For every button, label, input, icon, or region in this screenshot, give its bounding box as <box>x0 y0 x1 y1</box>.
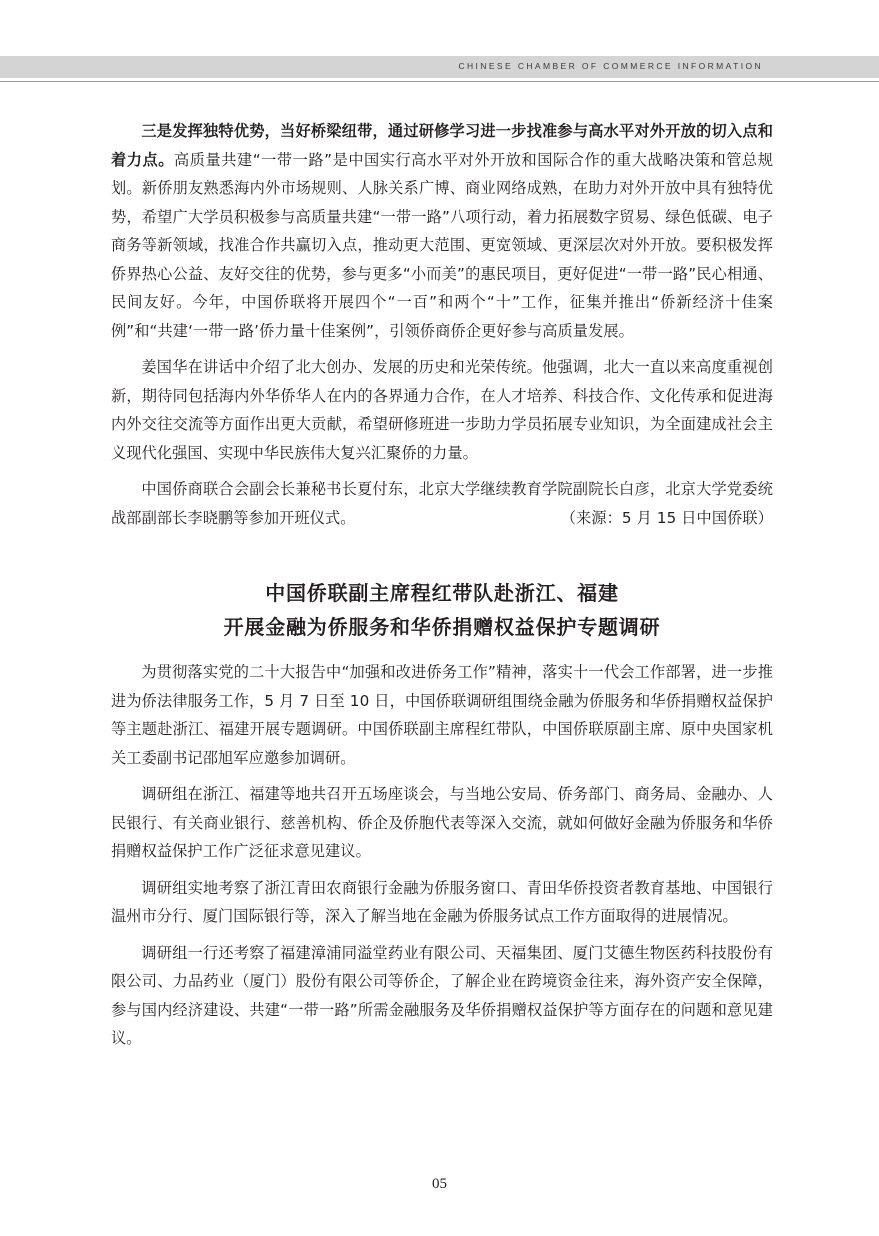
header-rule <box>0 81 879 82</box>
paragraph-text: 高质量共建“一带一路”是中国实行高水平对外开放和国际合作的重大战略决策和管总规划。新侨朋友熟悉海内外市场规则、人脉关系广博、商业网络成熟，在助力对外开放中具有独特优势，希望广大学员积极参与高质量共建“一带一路”八项行动，着力拓展数字贸易、绿色低碳、电子商务等新领域，找准合作共赢切入点，推动更大范围、更宽领域、更深层次对外开放。要积极发挥侨界热心公益、友好交往的优势，参与更多“小而美”的惠民项目，更好促进“一带一路”民心相通、民间友好。今年，中国侨联将开展四个“一百”和两个“十”工作，征集并推出“侨新经济十佳案例”和“共建‘一带一路’侨力量十佳案例”，引领侨商侨企更好参与高质量发展。 <box>111 150 774 340</box>
source-note: （来源：5 月 15 日中国侨联） <box>560 508 773 527</box>
running-title: CHINESE CHAMBER OF COMMERCE INFORMATION <box>458 61 763 71</box>
paragraph-attendees <box>111 475 773 532</box>
article-paragraph: 调研组实地考察了浙江青田农商银行金融为侨服务窗口、青田华侨投资者教育基地、中国银行温州市分行、厦门国际银行等，深入了解当地在金融为侨服务试点工作方面取得的进展情况。 <box>111 878 773 925</box>
article-title-line-1: 中国侨联副主席程红带队赴浙江、福建 <box>265 581 619 605</box>
paragraph-text: 中国侨商联合会副会长兼秘书长夏付东，北京大学继续教育学院副院长白彦，北京大学党委统战部副部长李晓鹏等参加开班仪式。 <box>111 480 773 527</box>
article-paragraph: 调研组一行还考察了福建漳浦同溢堂药业有限公司、天福集团、厦门艾德生物医药科技股份有限公司、力品药业（厦门）股份有限公司等侨企，了解企业在跨境资金往来，海外资产安全保障，参与国内经济建设、共建“一带一路”所需金融服务及华侨捐赠权益保护等方面存在的问题和意见建议。 <box>111 943 773 1047</box>
page-body <box>111 117 773 1053</box>
page-number: 05 <box>432 1176 447 1192</box>
article-paragraph: 调研组在浙江、福建等地共召开五场座谈会，与当地公安局、侨务部门、商务局、金融办、人民银行、有关商业银行、慈善机构、侨企及侨胞代表等深入交流，就如何做好金融为侨服务和华侨捐赠权益保护工作广泛征求意见建议。 <box>111 785 773 860</box>
article-title <box>111 576 773 644</box>
paragraph-jiang-guohua: 姜国华在讲话中介绍了北大创办、发展的历史和光荣传统。他强调，北大一直以来高度重视创新，期待同包括海内外华侨华人在内的各界通力合作，在人才培养、科技合作、文化传承和促进海内外交往交流等方面作出更大贡献，希望研修班进一步助力学员拓展专业知识，为全面建成社会主义现代化强国、实现中华民族伟大复兴汇聚侨的力量。 <box>111 358 773 462</box>
paragraph-third-point <box>111 117 773 345</box>
bold-lead-sentence: 三是发挥独特优势，当好桥梁纽带，通过研修学习进一步找准参与高水平对外开放的切入点和着力点。 <box>111 122 773 169</box>
article-title-line-2: 开展金融为侨服务和华侨捐赠权益保护专题调研 <box>223 615 661 639</box>
article-paragraph: 为贯彻落实党的二十大报告中“加强和改进侨务工作”精神，落实十一代会工作部署，进一步推进为侨法律服务工作，5 月 7 日至 10 日，中国侨联调研组围绕金融为侨服务和华侨捐赠权益保护等主题赴浙江、福建开展专题调研。中国侨联副主席程红带队，中国侨联原副主席、原中央国家机关工委副书记邵旭军应邀参加调研。 <box>111 663 773 767</box>
